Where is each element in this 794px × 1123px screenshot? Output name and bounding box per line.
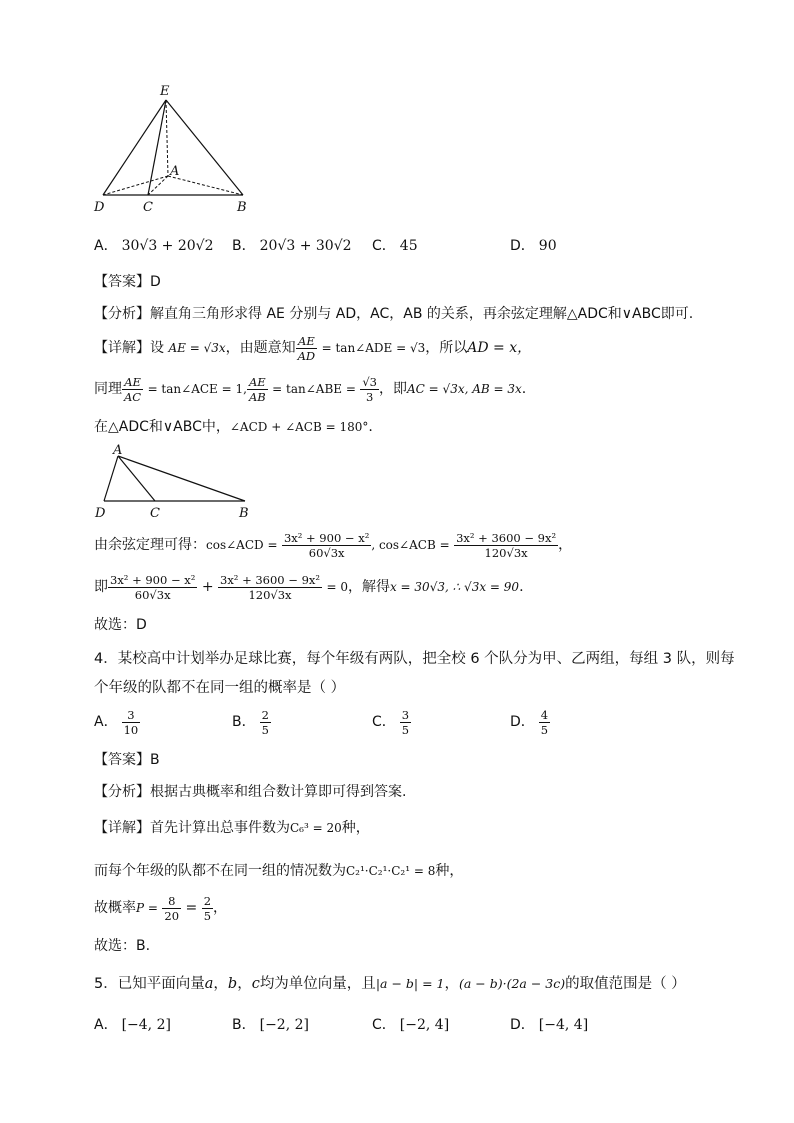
detail-tag: 【详解】 <box>94 820 150 836</box>
option-letter: B． <box>232 238 256 254</box>
fraction <box>454 531 558 560</box>
fraction-denominator: 60√3x <box>308 545 345 560</box>
text-segment: 而每个年级的队都不在同一组的情况数为 <box>94 863 346 879</box>
text-segment: ， <box>558 537 573 553</box>
label-C: C <box>150 506 160 521</box>
q3-detail-line3 <box>94 416 373 436</box>
q5-option-b <box>232 1014 309 1034</box>
math-expr: C₆³ = 20 <box>290 821 342 835</box>
label-D: D <box>95 506 106 521</box>
option-letter: A． <box>94 1017 118 1033</box>
q4-stem-line1: 4．某校高中计划举办足球比赛，每个年级有两队，把全校 6 个队分为甲、乙两组，每组 3 队，则每 <box>94 651 735 667</box>
text-segment: . <box>519 579 524 595</box>
answer-value: B <box>150 752 160 768</box>
q4-answer <box>94 749 160 769</box>
fraction-numerator: 3 <box>401 707 410 722</box>
text-segment: 在△ADC和∨ABC中， <box>94 419 230 435</box>
fraction-numerator: 3x² + 900 − x² <box>283 530 370 545</box>
text-segment: 同理 <box>94 381 122 397</box>
label-B: B <box>237 200 247 215</box>
vector-b: b <box>227 976 238 992</box>
label-A: A <box>113 443 123 458</box>
option-letter: C． <box>372 238 396 254</box>
option-text: [−2, 2] <box>259 1017 309 1033</box>
triangle-figure <box>90 442 255 522</box>
text-segment: . <box>521 381 527 397</box>
fraction-numerator: 2 <box>261 707 269 722</box>
text-segment: ， <box>237 976 252 992</box>
fraction-denominator: 20 <box>164 908 180 923</box>
fraction <box>360 375 379 404</box>
math-expr: cos∠ACD = <box>206 538 278 552</box>
math-expr: (a − b)·(2a − 3c) <box>458 976 566 991</box>
text-segment: 种， <box>435 863 464 879</box>
fraction-numerator: 3x² + 3600 − 9x² <box>456 530 557 545</box>
math-expr: |a − b| = 1 <box>375 976 445 991</box>
vector-c: c <box>251 976 260 992</box>
fraction-numerator: AE <box>296 334 318 349</box>
q3-option-d <box>510 235 557 255</box>
text-segment: 均为单位向量，且 <box>259 976 376 992</box>
text-segment: ，即 <box>379 381 408 397</box>
label-E: E <box>160 84 170 99</box>
math-expr: x = 30√3, ∴ √3x = 90 <box>389 580 520 594</box>
option-letter: D． <box>510 1017 535 1033</box>
text-segment: ，由题意知 <box>225 340 296 356</box>
analysis-text: 解直角三角形求得 AE 分别与 AD，AC，AB 的关系，再余弦定理解△ADC和∨ABC即可. <box>150 306 694 322</box>
edge-AD <box>104 456 118 501</box>
fraction <box>282 531 371 560</box>
math-expr: = tan∠ACE = 1, <box>147 382 247 396</box>
fraction-numerator: √3 <box>362 374 378 389</box>
q3-cosine-line <box>94 528 572 562</box>
fraction-denominator: AD <box>297 348 316 363</box>
q3-option-c <box>372 235 418 255</box>
answer-value: D <box>150 274 161 290</box>
fraction-denominator: 5 <box>203 908 212 923</box>
q3-option-a <box>94 235 214 255</box>
fraction <box>400 708 411 737</box>
text-segment: . <box>368 419 373 435</box>
fraction-denominator: 5 <box>261 722 269 737</box>
edge-EB <box>166 100 243 195</box>
q4-detail-line3 <box>94 891 227 925</box>
fraction-numerator: AE <box>122 375 143 390</box>
fraction-numerator: 3 <box>122 708 141 723</box>
fraction <box>108 573 197 602</box>
pyramid-figure <box>88 80 263 215</box>
fraction <box>122 375 143 404</box>
text-segment: ，解得 <box>347 579 390 595</box>
q3-option-b <box>232 235 352 255</box>
fraction-numerator: 3x² + 900 − x² <box>110 572 196 587</box>
math-expr: ∠ACD + ∠ACB = 180° <box>229 420 369 434</box>
fraction <box>539 708 550 737</box>
fraction <box>296 334 318 363</box>
fraction-numerator: 8 <box>162 894 181 909</box>
math-expr: P = <box>136 901 158 915</box>
q4-choose: 故选：B. <box>94 938 151 954</box>
q5-stem <box>94 972 686 993</box>
text-segment: 的取值范围是（ ） <box>565 976 686 992</box>
fraction-denominator: 5 <box>401 722 410 737</box>
q3-choose: 故选：D <box>94 617 147 633</box>
fraction-numerator: 2 <box>203 893 212 908</box>
analysis-tag: 【分析】 <box>94 784 150 800</box>
option-letter: B． <box>232 1017 256 1033</box>
q4-option-b <box>232 705 271 739</box>
fraction-denominator: 10 <box>123 722 139 737</box>
text-segment: 5．已知平面向量 <box>94 976 205 992</box>
q4-option-d <box>510 705 550 739</box>
q5-option-d <box>510 1014 588 1034</box>
detail-tag: 【详解】 <box>94 340 150 356</box>
option-letter: C． <box>372 1017 396 1033</box>
text-segment: 设 <box>150 340 164 356</box>
q5-option-c <box>372 1014 449 1034</box>
q4-option-c <box>372 705 411 739</box>
label-C: C <box>143 200 153 215</box>
edge-AD <box>103 176 168 195</box>
fraction-numerator: AE <box>247 375 268 390</box>
answer-tag: 【答案】 <box>94 752 150 768</box>
math-expr: = tan∠ABE = <box>272 382 356 396</box>
q3-detail-line2 <box>94 373 526 405</box>
text-segment: ， <box>213 976 228 992</box>
vector-a: a <box>204 976 214 992</box>
fraction-denominator: 60√3x <box>134 587 171 602</box>
label-B: B <box>239 506 249 521</box>
fraction <box>162 894 181 923</box>
text-segment: 种， <box>341 820 370 836</box>
option-letter: A． <box>94 714 118 730</box>
edge-EA <box>166 100 168 176</box>
option-text: 20√3 + 30√2 <box>259 238 352 254</box>
fraction-denominator: AB <box>248 389 266 404</box>
fraction-denominator: 3 <box>366 389 374 404</box>
fraction-numerator: 3x² + 3600 − 9x² <box>220 572 320 587</box>
option-text: [−4, 4] <box>538 1017 589 1033</box>
analysis-tag: 【分析】 <box>94 306 150 322</box>
fraction <box>122 708 141 737</box>
q4-analysis <box>94 781 406 801</box>
math-expr: = 0 <box>326 580 348 594</box>
math-expr: + <box>201 579 214 595</box>
math-expr: C₂¹·C₂¹·C₂¹ = 8 <box>346 864 436 878</box>
option-letter: D． <box>510 714 535 730</box>
math-expr: = tan∠ADE = √3 <box>321 341 426 355</box>
math-expr: AE = √3x <box>168 341 226 355</box>
math-expr: AC = √3x, AB = 3x <box>407 382 522 396</box>
fraction-denominator: 120√3x <box>248 587 292 602</box>
fraction-denominator: 5 <box>540 722 549 737</box>
fraction-denominator: AC <box>124 389 142 404</box>
fraction-denominator: 120√3x <box>484 545 528 560</box>
option-text: 45 <box>399 238 418 254</box>
fraction <box>260 708 271 737</box>
label-D: D <box>94 200 105 215</box>
fraction <box>202 894 213 923</box>
q3-analysis <box>94 303 693 323</box>
q3-detail-line1 <box>94 332 531 364</box>
option-letter: A． <box>94 238 118 254</box>
fraction <box>218 573 322 602</box>
math-expr: = <box>185 900 198 916</box>
text-segment: 故概率 <box>94 900 136 916</box>
option-text: 90 <box>538 238 557 254</box>
option-text: [−4, 2] <box>121 1017 171 1033</box>
q5-option-a <box>94 1014 171 1034</box>
answer-tag: 【答案】 <box>94 274 150 290</box>
text-segment: 即 <box>94 579 108 595</box>
label-A: A <box>170 164 180 179</box>
fraction <box>247 375 268 404</box>
q3-answer <box>94 271 161 291</box>
math-expr: AD = x， <box>467 340 532 356</box>
text-segment: ，所以 <box>425 340 468 356</box>
text-segment: ， <box>444 976 459 992</box>
fraction-numerator: 4 <box>540 707 549 722</box>
analysis-text: 根据古典概率和组合数计算即可得到答案. <box>150 784 407 800</box>
option-letter: C． <box>372 714 396 730</box>
q4-detail-line1 <box>94 817 370 837</box>
text-segment: 首先计算出总事件数为 <box>150 820 290 836</box>
q4-stem-line2: 个年级的队都不在同一组的概率是（ ） <box>94 680 346 696</box>
text-segment: ， <box>213 900 228 916</box>
math-expr: , cos∠ACB = <box>371 538 450 552</box>
q3-equation-line <box>94 570 524 604</box>
option-letter: D． <box>510 238 535 254</box>
q4-option-a <box>94 705 140 739</box>
option-letter: B． <box>232 714 256 730</box>
q4-detail-line2 <box>94 860 463 880</box>
text-segment: 由余弦定理可得： <box>94 537 206 553</box>
option-text: 30√3 + 20√2 <box>121 238 214 254</box>
option-text: [−2, 4] <box>399 1017 450 1033</box>
